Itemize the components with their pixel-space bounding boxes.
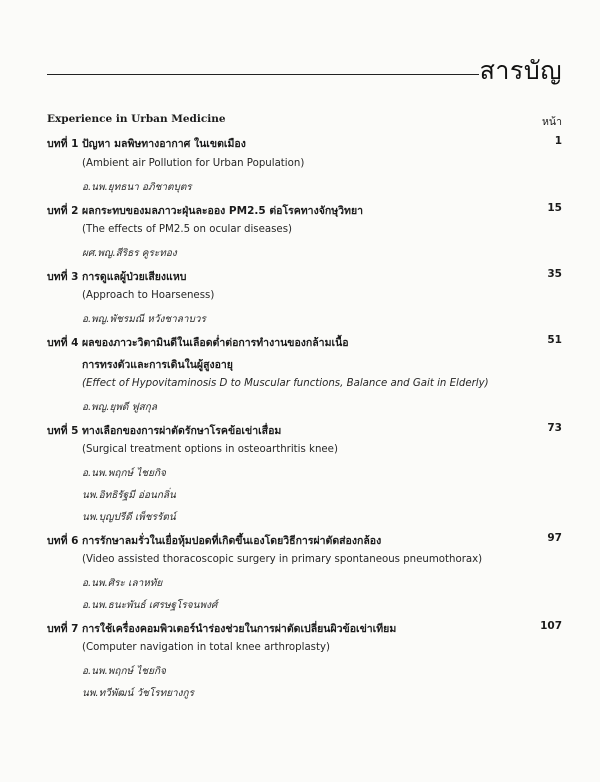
chapter-3-page: 35 [547, 268, 562, 280]
chapter-1-english: (Ambient air Pollution for Urban Population) [82, 158, 305, 169]
chapter-7-page: 107 [540, 620, 562, 632]
chapter-3-english: (Approach to Hoarseness) [82, 290, 215, 301]
chapter-3-title: การดูแลผู้ป่วยเสียงแหบ [82, 271, 187, 283]
header-rule [47, 74, 479, 75]
chapter-6-title: การรักษาลมรั่วในเยื่อหุ้มปอดที่เกิดขึ้นเองโดยวิธีการผ่าตัดส่องกล้อง [82, 535, 382, 547]
chapter-6-author-1: อ.นพ.ศิระ เลาหทัย [82, 578, 163, 589]
page-column-label: หน้า [542, 116, 562, 128]
chapter-6-english: (Video assisted thoracoscopic surgery in primary spontaneous pneumothorax) [82, 554, 483, 565]
chapter-5-page: 73 [547, 422, 562, 434]
chapter-2-page: 15 [547, 202, 562, 214]
chapter-2-title: ผลกระทบของมลภาวะฝุ่นละออง PM2.5 ต่อโรคทางจักษุวิทยา [82, 205, 363, 217]
chapter-4-page: 51 [547, 334, 562, 346]
chapter-3-label: บทที่ 3 [47, 271, 79, 283]
chapter-6-page: 97 [547, 532, 562, 544]
chapter-5-author-2: นพ.อิทธิรัฐมี อ่อนกลิ่น [82, 490, 176, 501]
chapter-5-label: บทที่ 5 [47, 425, 79, 437]
chapter-7-author-2: นพ.ทวีพัฒน์ วัชโรทยางกูร [82, 688, 194, 699]
chapter-1-label: บทที่ 1 [47, 138, 79, 150]
page-title: สารบัญ [479, 56, 562, 85]
chapter-5-english: (Surgical treatment options in osteoarthritis knee) [82, 444, 338, 455]
chapter-4-label: บทที่ 4 [47, 337, 79, 349]
chapter-1-author-1: อ.นพ.ยุทธนา อภิชาตบุตร [82, 182, 192, 193]
chapter-2-label: บทที่ 2 [47, 205, 79, 217]
chapter-7-author-1: อ.นพ.พฤกษ์ ไชยกิจ [82, 666, 166, 677]
section-heading: Experience in Urban Medicine [47, 113, 226, 125]
chapter-3-author-1: อ.พญ.พัชรมณี หวังชาลาบวร [82, 314, 206, 325]
chapter-7-label: บทที่ 7 [47, 623, 79, 635]
chapter-2-english: (The effects of PM2.5 on ocular diseases) [82, 224, 292, 235]
chapter-4-title-line-2: การทรงตัวและการเดินในผู้สูงอายุ [82, 359, 233, 371]
chapter-7-title: การใช้เครื่องคอมพิวเตอร์นำร่องช่วยในการผ่าตัดเปลี่ยนผิวข้อเข่าเทียม [82, 623, 397, 635]
chapter-1-page: 1 [554, 135, 562, 147]
chapter-4-author-1: อ.พญ.ยุพดี ฟูสกุล [82, 402, 157, 413]
chapter-5-author-3: นพ.บุญปรีดี เพ็ชรรัตน์ [82, 512, 176, 523]
chapter-5-title: ทางเลือกของการผ่าตัดรักษาโรคข้อเข่าเสื่อม [82, 425, 282, 437]
chapter-4-title-line-1: ผลของภาวะวิตามินดีในเลือดต่ำต่อการทำงานของกล้ามเนื้อ [82, 337, 349, 349]
chapter-6-author-2: อ.นพ.ธนะพันธ์ เศรษฐโรจนพงศ์ [82, 600, 218, 611]
chapter-2-author-1: ผศ.พญ.สีริธร คูระทอง [82, 248, 177, 259]
chapter-7-english: (Computer navigation in total knee arthroplasty) [82, 642, 330, 653]
chapter-5-author-1: อ.นพ.พฤกษ์ ไชยกิจ [82, 468, 166, 479]
chapter-1-title: ปัญหา มลพิษทางอากาศ ในเขตเมือง [82, 138, 246, 150]
chapter-6-label: บทที่ 6 [47, 535, 79, 547]
chapter-4-english: (Effect of Hypovitaminosis D to Muscular functions, Balance and Gait in Elderly) [82, 378, 489, 389]
